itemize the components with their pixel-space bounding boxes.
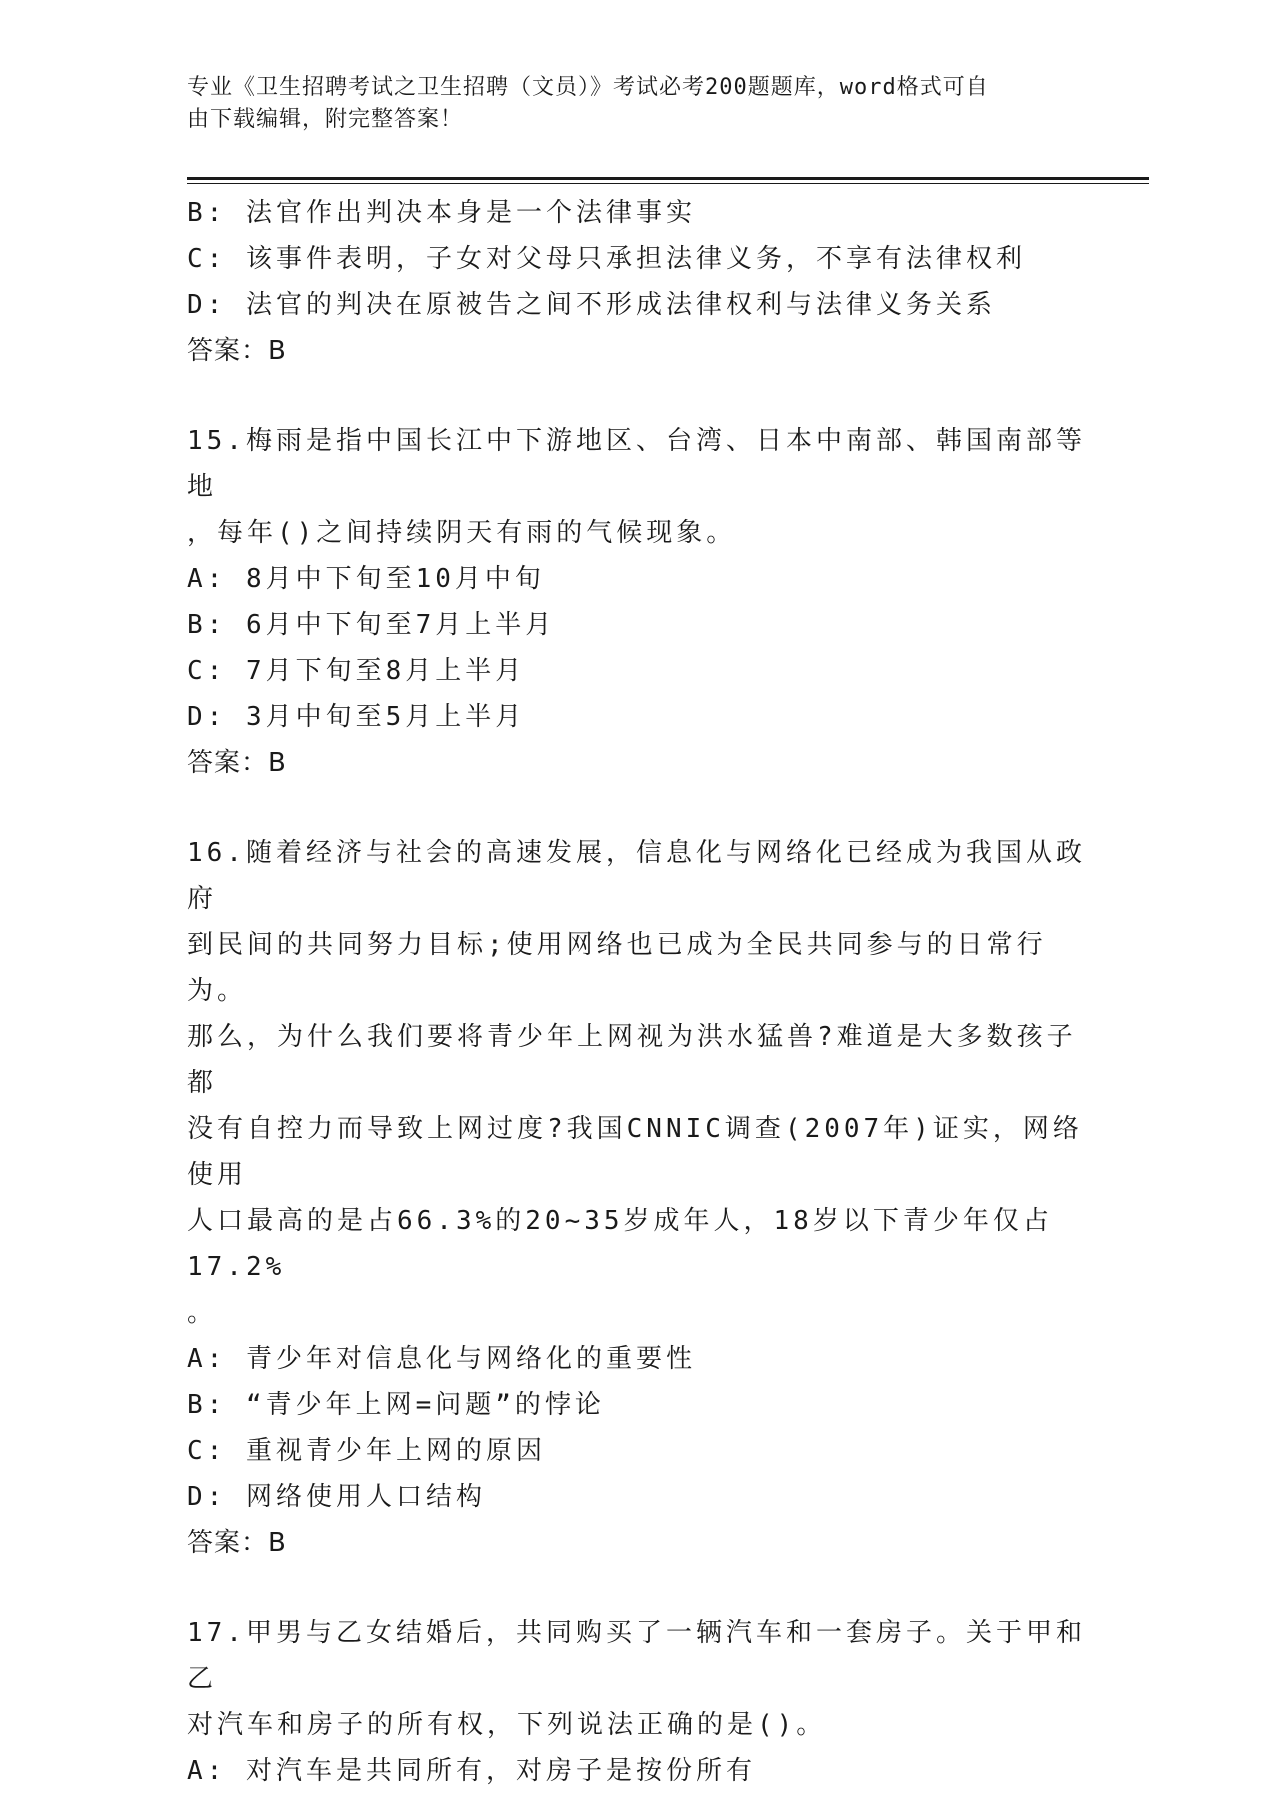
question-stem: 那么，为什么我们要将青少年上网视为洪水猛兽?难道是大多数孩子都 — [187, 1022, 1077, 1098]
question-16 — [187, 830, 1087, 1566]
option-c: C: 重视青少年上网的原因 — [187, 1436, 546, 1466]
question-17 — [187, 1610, 1087, 1794]
option-d: D: 网络使用人口结构 — [187, 1482, 486, 1512]
option-a: A: 青少年对信息化与网络化的重要性 — [187, 1344, 696, 1374]
answer-line: 答案：B — [187, 1528, 287, 1558]
header-divider-thin — [187, 183, 1149, 184]
spacer — [187, 786, 1087, 830]
question-stem: 15.梅雨是指中国长江中下游地区、台湾、日本中南部、韩国南部等地 — [187, 426, 1086, 502]
option-b: B: “青少年上网=问题”的悖论 — [187, 1390, 605, 1420]
option-d: D: 法官的判决在原被告之间不形成法律权利与法律义务关系 — [187, 290, 996, 320]
option-d: D: 3月中旬至5月上半月 — [187, 702, 526, 732]
spacer — [187, 374, 1087, 418]
header-divider-thick — [187, 177, 1149, 180]
option-b: B: 法官作出判决本身是一个法律事实 — [187, 198, 696, 228]
question-stem: 。 — [187, 1298, 218, 1328]
question-stem: 17.甲男与乙女结婚后，共同购买了一辆汽车和一套房子。关于甲和乙 — [187, 1618, 1086, 1694]
question-stem: 到民间的共同努力目标;使用网络也已成为全民共同参与的日常行为。 — [187, 930, 1047, 1006]
option-c: C: 7月下旬至8月上半月 — [187, 656, 526, 686]
header-line-1: 专业《卫生招聘考试之卫生招聘（文员）》考试必考200题题库，word格式可自 — [187, 75, 989, 100]
document-header — [187, 72, 1087, 136]
question-stem: 人口最高的是占66.3%的20~35岁成年人，18岁以下青少年仅占17.2% — [187, 1206, 1053, 1282]
option-b: B: 6月中下旬至7月上半月 — [187, 610, 556, 640]
question-15 — [187, 418, 1087, 786]
question-14-tail — [187, 190, 1087, 374]
answer-line: 答案：B — [187, 748, 287, 778]
question-stem: 没有自控力而导致上网过度?我国CNNIC调查(2007年)证实，网络使用 — [187, 1114, 1083, 1190]
option-a: A: 8月中下旬至10月中旬 — [187, 564, 545, 594]
document-body — [187, 190, 1087, 1794]
header-line-2: 由下载编辑，附完整答案！ — [187, 107, 464, 132]
question-stem: 对汽车和房子的所有权，下列说法正确的是()。 — [187, 1710, 827, 1740]
option-a: A: 对汽车是共同所有，对房子是按份所有 — [187, 1756, 756, 1786]
spacer — [187, 1566, 1087, 1610]
answer-line: 答案：B — [187, 336, 287, 366]
option-c: C: 该事件表明，子女对父母只承担法律义务，不享有法律权利 — [187, 244, 1026, 274]
question-stem: 16.随着经济与社会的高速发展，信息化与网络化已经成为我国从政府 — [187, 838, 1086, 914]
question-stem: ，每年()之间持续阴天有雨的气候现象。 — [187, 518, 737, 548]
